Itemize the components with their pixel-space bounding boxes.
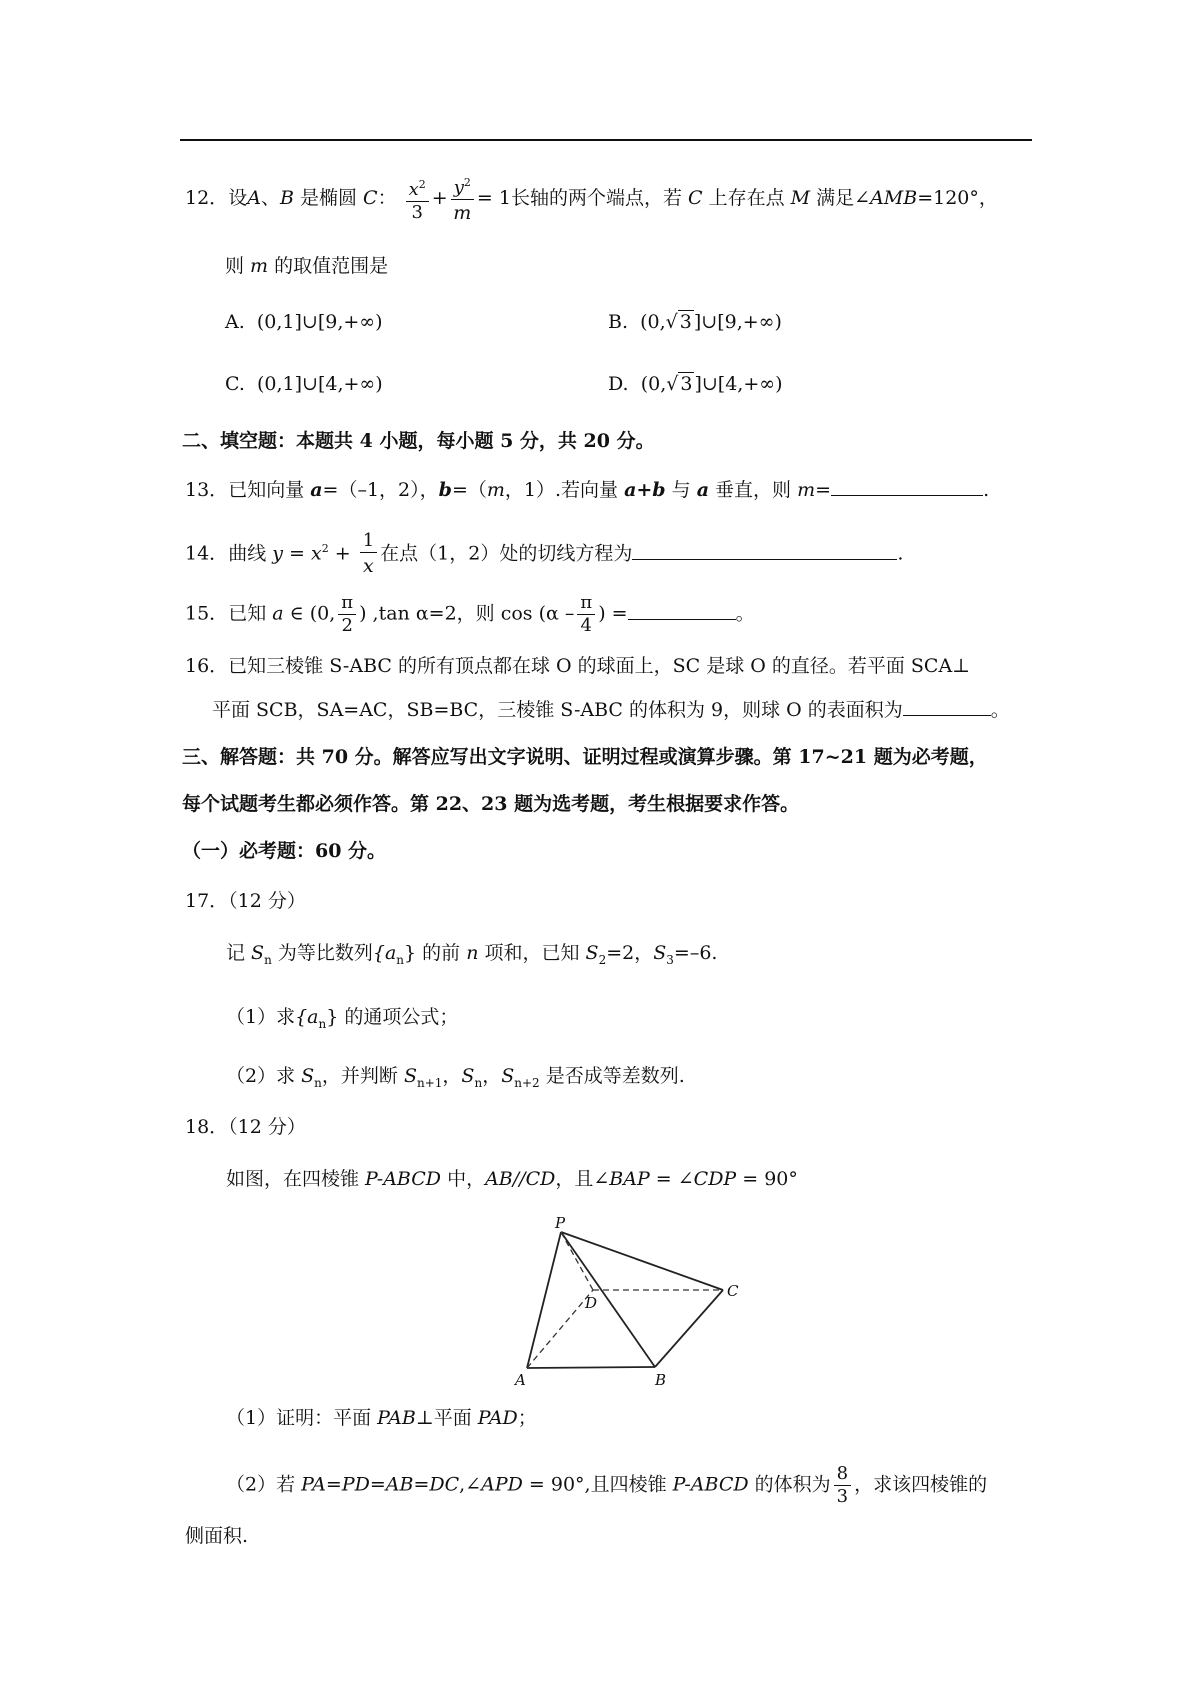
section-2-heading: 二、填空题：本题共 4 小题，每小题 5 分，共 20 分。 xyxy=(182,430,655,452)
fraction-x2-over-3: $\frac{x^2}{3}$ xyxy=(406,174,429,224)
label-P: P xyxy=(555,1215,566,1232)
label-C: C xyxy=(727,1282,739,1300)
section-3-subheading: （一）必考题：60 分。 xyxy=(182,840,387,862)
fraction-pi-over-2: $\frac{\pi}{2}$ xyxy=(338,592,356,637)
q12-option-a: A. (0,1]∪[9,+∞) xyxy=(225,311,383,333)
answer-blank[interactable] xyxy=(903,697,991,716)
edge-PC xyxy=(561,1232,723,1290)
edge-PD xyxy=(561,1232,593,1290)
q17-stem: 记 $S_n$ 为等比数列$\{a_n\}$ 的前 n 项和，已知 $S_2=2$，$S_3=-6$. xyxy=(226,942,718,967)
q17-heading: 17．（12 分） xyxy=(185,890,306,912)
q15: 15．已知 a ∈ (0, $\frac{\pi}{2}$ ) ,tan α=2，则 cos (α – $\frac{\pi}{4}$ ) = 。 xyxy=(185,592,755,636)
edge-PB xyxy=(561,1232,655,1367)
q12-stem-cont: 则 m 的取值范围是 xyxy=(225,255,389,277)
q12-number: 12． xyxy=(185,187,229,209)
section-3-heading-line1: 三、解答题：共 70 分。解答应写出文字说明、证明过程或演算步骤。第 17~21 题为必考题， xyxy=(182,746,988,768)
fraction-8-over-3: $\frac{8}{3}$ xyxy=(834,1463,851,1508)
q17-part1: （1）求$\{a_n\}$ 的通项公式； xyxy=(226,1006,459,1031)
q18-stem: 如图，在四棱锥 P-ABCD 中，AB//CD，且∠BAP = ∠CDP = 90° xyxy=(226,1168,798,1190)
q12-stem: 12．设A、B 是椭圆 C： $\frac{x^2}{3}$ + $\frac{y^2}{m} = 1$长轴的两个端点，若 C 上存在点 M 满足∠AMB=120°， xyxy=(185,172,998,226)
answer-blank[interactable] xyxy=(831,477,983,496)
fraction-y2-over-m: $\frac{y^2}{m}$ xyxy=(451,172,474,226)
label-D: D xyxy=(585,1294,598,1312)
q14: 14．曲线 $y = x^2$ + $\frac{1}{x}$ 在点（1，2）处的切线方程为 . xyxy=(185,530,904,577)
q12-option-b: B. (0,√ 3 ]∪[9,+∞) xyxy=(608,311,782,333)
label-B: B xyxy=(655,1371,667,1389)
q12-option-d: D. (0,√ 3 ]∪[4,+∞) xyxy=(608,373,783,395)
answer-blank[interactable] xyxy=(628,601,736,620)
pyramid-figure xyxy=(505,1215,750,1390)
q16-line2: 平面 SCB，SA=AC，SB=BC，三棱锥 S-ABC 的体积为 9，则球 O 的表面积为 。 xyxy=(212,699,1010,721)
q16-line1: 16．已知三棱锥 S-ABC 的所有顶点都在球 O 的球面上，SC 是球 O 的直径。若平面 SCA⊥ xyxy=(185,655,971,677)
edge-PA xyxy=(527,1232,561,1368)
label-A: A xyxy=(515,1371,526,1389)
q18-part1: （1）证明：平面 PAB⊥平面 PAD； xyxy=(226,1407,537,1429)
section-3-heading-line2: 每个试题考生都必须作答。第 22、23 题为选考题，考生根据要求作答。 xyxy=(182,793,800,815)
q12-option-c: C. (0,1]∪[4,+∞) xyxy=(225,373,383,395)
q13: 13．已知向量 a=（–1，2），b=（m，1）.若向量 a+b 与 a 垂直，则 m= . xyxy=(185,479,990,501)
edge-AB xyxy=(527,1367,655,1368)
header-rule xyxy=(180,139,1032,141)
fraction-pi-over-4: $\frac{\pi}{4}$ xyxy=(577,592,595,637)
q18-heading: 18．（12 分） xyxy=(185,1116,306,1138)
fraction-1-over-x: $\frac{1}{x}$ xyxy=(360,530,377,579)
edge-BC xyxy=(655,1290,723,1367)
q18-part2-cont: 侧面积. xyxy=(185,1525,249,1547)
q18-part2: （2）若 PA=PD=AB=DC,∠APD = 90°,且四棱锥 P-ABCD 的体积为 $\frac{8}{3}$ ，求该四棱锥的 xyxy=(226,1463,988,1507)
answer-blank[interactable] xyxy=(632,541,897,560)
q17-part2: （2）求 $S_n$，并判断 $S_{n+1}$，$S_n$，$S_{n+2}$ 是否成等差数列. xyxy=(226,1065,685,1090)
